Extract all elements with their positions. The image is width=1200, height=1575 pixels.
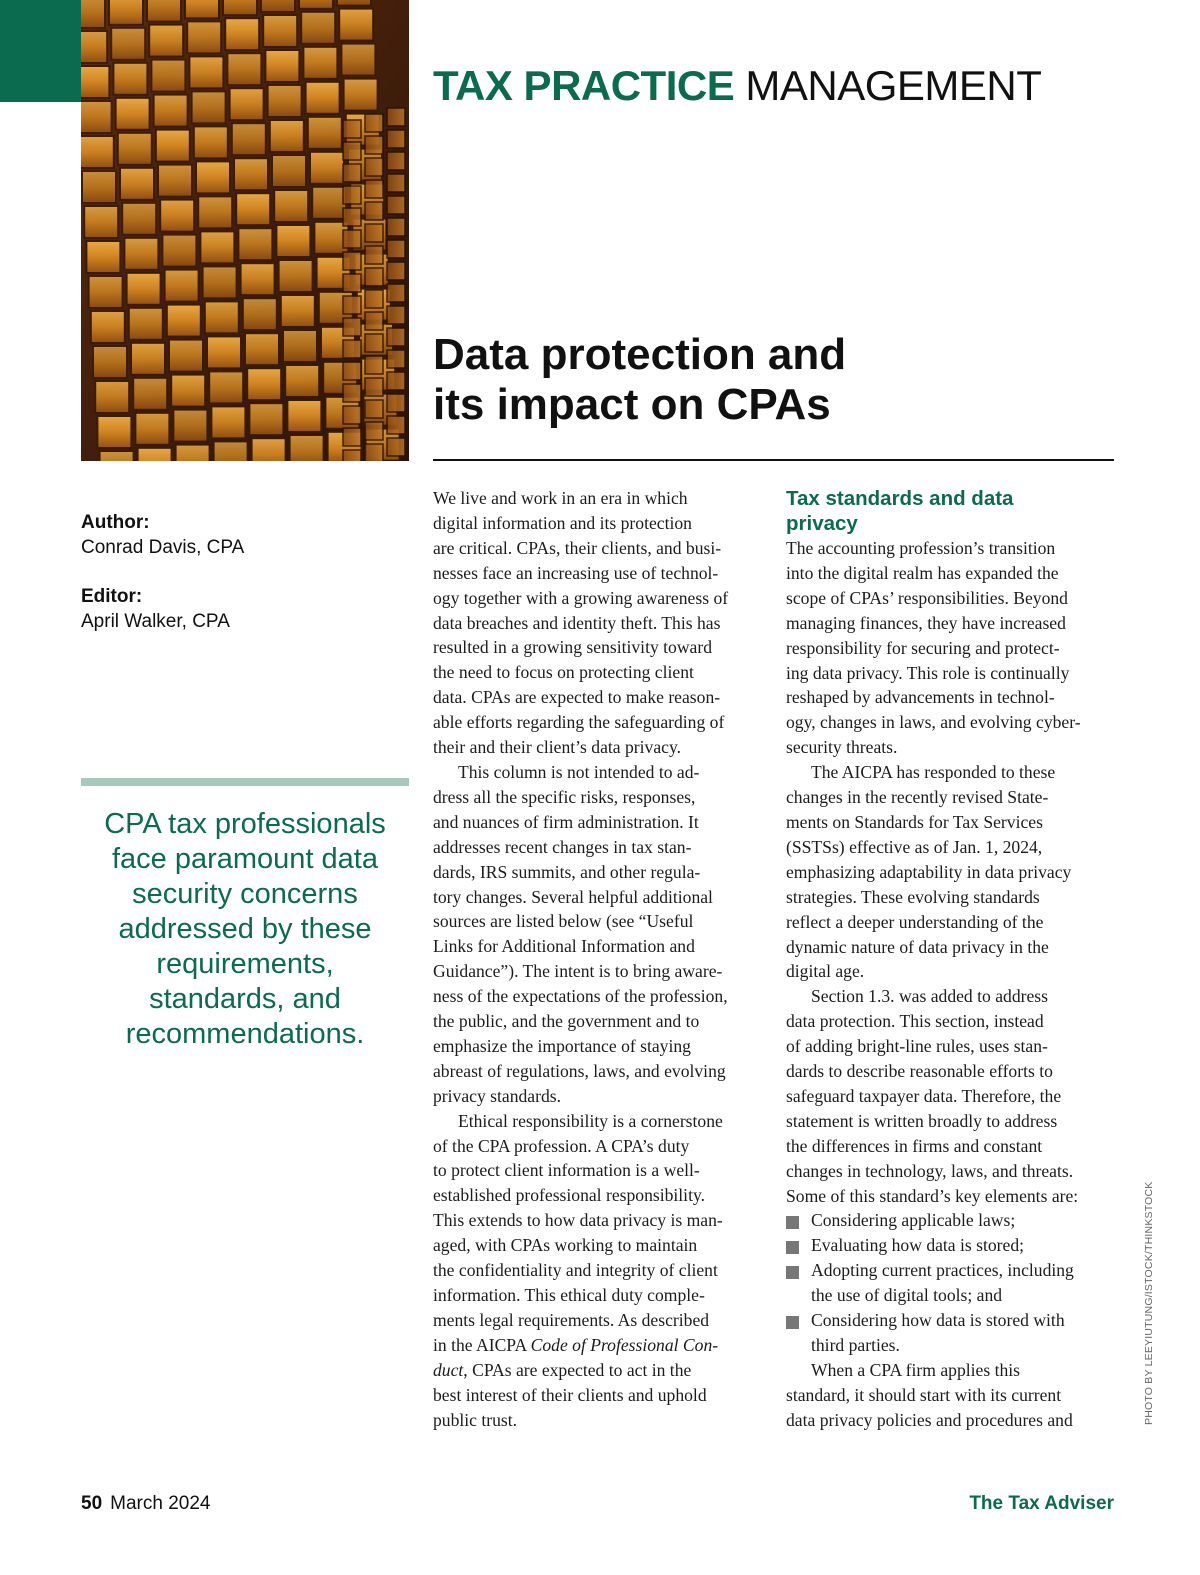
window-pane <box>131 343 165 375</box>
subsection-heading-line: Tax standards and data <box>786 487 1014 510</box>
window-pane <box>200 231 234 263</box>
body-line: emphasizing adaptability in data privacy <box>786 861 1072 882</box>
window-pane <box>365 224 383 242</box>
window-pane <box>387 130 405 148</box>
title-line: Data protection and <box>433 330 847 379</box>
window-pane <box>138 448 172 461</box>
citation-title-end: duct <box>433 1359 464 1380</box>
body-line: responsibility for securing and protect- <box>786 637 1060 658</box>
bullet-text: Evaluating how data is stored; <box>811 1235 1025 1256</box>
body-line: standard, it should start with its current <box>786 1384 1062 1405</box>
window-pane <box>169 340 203 372</box>
window-pane <box>263 15 297 47</box>
body-line: digital information and its protection <box>433 512 692 533</box>
window-pane <box>365 312 383 330</box>
body-line: changes in technology, laws, and threats. <box>786 1160 1074 1181</box>
body-line-citation <box>433 1358 763 1383</box>
subsection-heading <box>786 486 1121 536</box>
window-pane <box>249 403 283 435</box>
window-pane <box>165 270 199 302</box>
body-line: data protection. This section, instead <box>786 1011 1044 1032</box>
window-pane <box>192 91 226 123</box>
body-line: ness of the expectations of the profession, <box>433 986 728 1007</box>
window-pane <box>365 114 383 132</box>
window-pane <box>158 165 192 197</box>
body-line: nesses face an increasing use of technol- <box>433 562 719 583</box>
window-pane <box>343 164 361 182</box>
window-pane <box>97 416 131 448</box>
window-pane <box>343 384 361 402</box>
window-pane <box>207 336 241 368</box>
window-pane <box>344 79 378 111</box>
body-line: Ethical responsibility is a cornerstone <box>458 1110 723 1131</box>
window-pane <box>365 378 383 396</box>
title-divider <box>433 459 1114 461</box>
window-pane <box>387 438 405 456</box>
window-pane <box>343 362 361 380</box>
body-line: ogy together with a growing awareness of <box>433 587 729 608</box>
body-line: Links for Additional Information and <box>433 936 695 957</box>
window-pane <box>312 187 346 219</box>
window-pane <box>387 394 405 412</box>
bullet-square-icon <box>786 1241 799 1254</box>
body-line: the differences in firms and constant <box>786 1135 1043 1156</box>
window-pane <box>149 25 183 57</box>
window-pane <box>343 340 361 358</box>
body-line: This extends to how data privacy is man- <box>433 1210 723 1231</box>
window-pane <box>127 273 161 305</box>
pull-quote-line: security concerns <box>132 878 358 910</box>
window-pane <box>230 88 264 120</box>
body-line: data breaches and identity theft. This has <box>433 612 721 633</box>
window-pane <box>124 238 158 270</box>
window-pane <box>283 330 317 362</box>
body-line: The accounting profession’s transition <box>786 538 1056 558</box>
bullet-square-icon <box>786 1266 799 1279</box>
window-pane <box>223 0 257 15</box>
body-line: public trust. <box>433 1409 518 1430</box>
body-line: managing finances, they have increased <box>786 612 1066 633</box>
window-pane <box>100 451 134 461</box>
window-pane <box>156 130 190 162</box>
window-pane <box>306 82 340 114</box>
citation-rest: , CPAs are expected to act in the <box>463 1359 692 1380</box>
window-pane <box>232 123 266 155</box>
window-pane <box>241 263 275 295</box>
bullet-square-icon <box>786 1216 799 1229</box>
window-pane <box>167 305 201 337</box>
window-pane <box>247 368 281 400</box>
window-pane <box>337 0 371 6</box>
body-line: ments on Standards for Tax Services <box>786 811 1043 832</box>
window-pane <box>176 445 210 461</box>
article-credits <box>81 510 401 634</box>
bullet-text: Adopting current practices, including <box>811 1260 1074 1281</box>
bullet-continuation: third parties. <box>811 1335 900 1355</box>
body-line: reflect a deeper understanding of the <box>786 911 1044 932</box>
body-line-citation <box>433 1333 763 1358</box>
window-pane <box>387 152 405 170</box>
body-line: into the digital realm has expanded the <box>786 562 1059 583</box>
window-pane <box>194 126 228 158</box>
window-pane <box>133 378 167 410</box>
editor-label: Editor: <box>81 586 143 607</box>
window-pane <box>270 120 304 152</box>
body-line: dards, IRS summits, and other regula- <box>433 861 701 882</box>
subsection-heading-line: privacy <box>786 512 858 535</box>
publication-name: The Tax Adviser <box>969 1493 1114 1514</box>
body-line: the need to focus on protecting client <box>433 662 694 683</box>
window-pane <box>343 450 361 461</box>
window-pane <box>299 0 333 9</box>
window-pane <box>154 95 188 127</box>
window-pane <box>268 85 302 117</box>
window-pane <box>81 31 107 63</box>
body-line: dards to describe reasonable efforts to <box>786 1061 1053 1082</box>
window-pane <box>387 328 405 346</box>
bullet-item <box>786 1208 1121 1233</box>
body-line: (SSTSs) effective as of Jan. 1, 2024, <box>786 836 1043 857</box>
window-pane <box>147 0 181 22</box>
bullet-square-icon <box>786 1316 799 1329</box>
window-pane <box>343 296 361 314</box>
window-pane <box>387 196 405 214</box>
pull-quote-line: requirements, <box>156 948 334 980</box>
pull-quote-line: recommendations. <box>125 1018 365 1050</box>
window-pane <box>225 18 259 50</box>
window-pane <box>86 241 120 273</box>
article-title <box>433 330 993 430</box>
window-pane <box>265 50 299 82</box>
body-line: of the CPA profession. A CPA’s duty <box>433 1135 690 1156</box>
window-pane <box>111 28 145 60</box>
window-pane <box>252 438 286 461</box>
window-pane <box>171 375 205 407</box>
body-line: When a CPA firm applies this <box>811 1359 1020 1380</box>
window-pane <box>116 98 150 130</box>
window-pane <box>279 260 313 292</box>
body-line: privacy standards. <box>433 1085 562 1106</box>
window-pane <box>310 152 344 184</box>
window-pane <box>365 400 383 418</box>
window-pane <box>120 168 154 200</box>
window-pane <box>339 9 373 41</box>
window-pane <box>196 161 230 193</box>
window-pane <box>189 56 223 88</box>
window-pane <box>365 136 383 154</box>
body-line: addresses recent changes in tax stan- <box>433 836 692 857</box>
window-pane <box>238 228 272 260</box>
window-pane <box>227 53 261 85</box>
window-pane <box>81 0 105 28</box>
window-pane <box>387 416 405 434</box>
citation-prefix: in the AICPA <box>433 1334 531 1355</box>
window-pane <box>245 333 279 365</box>
body-line: are critical. CPAs, their clients, and busi- <box>433 537 722 558</box>
title-line: its impact on CPAs <box>433 380 831 429</box>
window-pane <box>234 158 268 190</box>
page-number: 50 <box>81 1493 103 1514</box>
window-pane <box>122 203 156 235</box>
brand-color-block <box>0 0 81 102</box>
bullet-text: Considering how data is stored with <box>811 1310 1065 1331</box>
window-pane <box>151 60 185 92</box>
section-heading <box>433 62 1041 110</box>
body-line: This column is not intended to ad- <box>458 761 700 782</box>
window-pane <box>160 200 194 232</box>
window-pane <box>343 274 361 292</box>
footer-folio <box>81 1492 210 1516</box>
window-pane <box>236 193 270 225</box>
window-pane <box>365 268 383 286</box>
body-line: their and their client’s data privacy. <box>433 737 682 758</box>
window-pane <box>343 186 361 204</box>
body-column-1 <box>433 486 763 1432</box>
body-line: Guidance”). The intent is to bring aware- <box>433 961 723 982</box>
window-pane <box>343 208 361 226</box>
pull-quote-line: CPA tax professionals <box>104 808 386 840</box>
pull-quote-line: standards, and <box>149 983 341 1015</box>
window-pane <box>301 12 335 44</box>
window-pane <box>308 117 342 149</box>
window-pane <box>290 435 324 461</box>
window-pane <box>198 196 232 228</box>
window-pane <box>343 428 361 446</box>
body-line: information. This ethical duty comple- <box>433 1285 705 1305</box>
bullet-continuation: the use of digital tools; and <box>811 1285 1003 1306</box>
body-line: security threats. <box>786 737 898 758</box>
window-pane <box>81 101 112 133</box>
citation-title: Code of Professional Con- <box>530 1334 719 1355</box>
body-line: ments legal requirements. As described <box>433 1309 710 1330</box>
window-pane <box>272 155 306 187</box>
window-pane <box>214 441 248 461</box>
body-line: scope of CPAs’ responsibilities. Beyond <box>786 587 1068 608</box>
body-line: emphasize the importance of staying <box>433 1035 691 1056</box>
body-line: tory changes. Several helpful additional <box>433 886 713 907</box>
body-line: best interest of their clients and uphold <box>433 1384 707 1405</box>
body-line: statement is written broadly to address <box>786 1110 1058 1131</box>
body-line: the public, and the government and to <box>433 1011 700 1032</box>
window-pane <box>129 308 163 340</box>
body-line: of adding bright-line rules, uses stan- <box>786 1036 1048 1057</box>
window-pane <box>89 276 123 308</box>
window-pane <box>343 142 361 160</box>
window-pane <box>203 266 237 298</box>
window-pane <box>95 381 129 413</box>
issue-date: March 2024 <box>110 1493 211 1514</box>
window-pane <box>365 180 383 198</box>
body-line: dress all the specific risks, responses, <box>433 786 696 807</box>
body-line: to protect client information is a well- <box>433 1160 700 1181</box>
body-line: strategies. These evolving standards <box>786 886 1040 907</box>
window-pane <box>365 246 383 264</box>
bullet-item <box>786 1308 1121 1333</box>
body-line: resulted in a growing sensitivity toward <box>433 637 713 658</box>
window-pane <box>81 66 109 98</box>
window-pane <box>285 365 319 397</box>
body-line: data. CPAs are expected to make reason- <box>433 687 721 708</box>
window-pane <box>109 0 143 25</box>
window-pane <box>343 120 361 138</box>
window-pane <box>387 262 405 280</box>
window-pane <box>387 350 405 368</box>
window-pane <box>93 346 127 378</box>
bullet-text: Considering applicable laws; <box>811 1210 1016 1231</box>
body-line: digital age. <box>786 961 865 982</box>
window-pane <box>276 225 310 257</box>
window-pane <box>209 371 243 403</box>
window-pane <box>118 133 152 165</box>
window-pane <box>387 240 405 258</box>
body-column-2 <box>786 486 1121 1433</box>
body-line: sources are listed below (see “Useful <box>433 911 694 932</box>
window-pane <box>365 158 383 176</box>
window-pane <box>387 108 405 126</box>
window-pane <box>91 311 125 343</box>
window-pane <box>81 136 114 168</box>
window-pane <box>185 0 219 18</box>
body-line: the confidentiality and integrity of client <box>433 1260 718 1281</box>
body-line: and nuances of firm administration. It <box>433 811 699 832</box>
body-line: Some of this standard’s key elements are: <box>786 1185 1079 1206</box>
body-line: changes in the recently revised State- <box>786 787 1049 808</box>
window-pane <box>261 0 295 12</box>
window-pane <box>365 334 383 352</box>
window-pane <box>365 444 383 461</box>
window-pane <box>343 252 361 270</box>
editor-name: April Walker, CPA <box>81 611 230 632</box>
body-line: ogy, changes in laws, and evolving cyber- <box>786 712 1081 733</box>
window-pane <box>205 301 239 333</box>
pull-quote-line: addressed by these <box>118 913 372 945</box>
window-pane <box>303 47 337 79</box>
author-label: Author: <box>81 512 150 533</box>
window-pane <box>387 306 405 324</box>
building-photo <box>81 0 409 461</box>
body-line: established professional responsibility. <box>433 1185 706 1206</box>
window-pane <box>365 356 383 374</box>
window-pane <box>387 284 405 302</box>
window-pane <box>187 21 221 53</box>
body-line: The AICPA has responded to these <box>811 762 1056 783</box>
window-pane <box>387 218 405 236</box>
window-pane <box>243 298 277 330</box>
body-line: dynamic nature of data privacy in the <box>786 936 1049 957</box>
window-pane <box>287 400 321 432</box>
window-pane <box>281 295 315 327</box>
window-pane <box>341 44 375 76</box>
body-line: We live and work in an era in which <box>433 488 688 508</box>
body-line: aged, with CPAs working to maintain <box>433 1235 698 1256</box>
window-pane <box>387 372 405 390</box>
window-pane <box>343 406 361 424</box>
photo-credit: PHOTO BY LEEYIUTUNG/ISTOCK/THINKSTOCK <box>1143 1181 1155 1425</box>
window-pane <box>84 206 118 238</box>
window-pane <box>365 290 383 308</box>
body-line: able efforts regarding the safeguarding of <box>433 712 725 733</box>
window-pane <box>173 410 207 442</box>
window-pane <box>211 406 245 438</box>
author-name: Conrad Davis, CPA <box>81 537 245 558</box>
section-heading-bold: TAX PRACTICE <box>433 62 735 109</box>
body-line: abreast of regulations, laws, and evolving <box>433 1060 726 1081</box>
window-pane <box>274 190 308 222</box>
body-line: ing data privacy. This role is continually <box>786 662 1070 683</box>
bullet-item <box>786 1233 1121 1258</box>
window-pane <box>365 422 383 440</box>
window-pane <box>387 174 405 192</box>
window-pane <box>113 63 147 95</box>
body-line: Section 1.3. was added to address <box>811 986 1048 1007</box>
pull-quote-line: face paramount data <box>111 843 378 875</box>
body-line: safeguard taxpayer data. Therefore, the <box>786 1085 1062 1106</box>
pull-quote <box>78 807 412 1052</box>
section-heading-light: MANAGEMENT <box>745 62 1042 109</box>
pull-quote-bar <box>81 778 409 786</box>
body-line: data privacy policies and procedures and <box>786 1409 1073 1430</box>
window-pane <box>82 171 116 203</box>
window-pane <box>162 235 196 267</box>
window-pane <box>343 230 361 248</box>
window-pane <box>135 413 169 445</box>
window-pane <box>365 202 383 220</box>
window-pane <box>343 318 361 336</box>
body-line: reshaped by advancements in technol- <box>786 687 1055 708</box>
bullet-item <box>786 1258 1121 1283</box>
